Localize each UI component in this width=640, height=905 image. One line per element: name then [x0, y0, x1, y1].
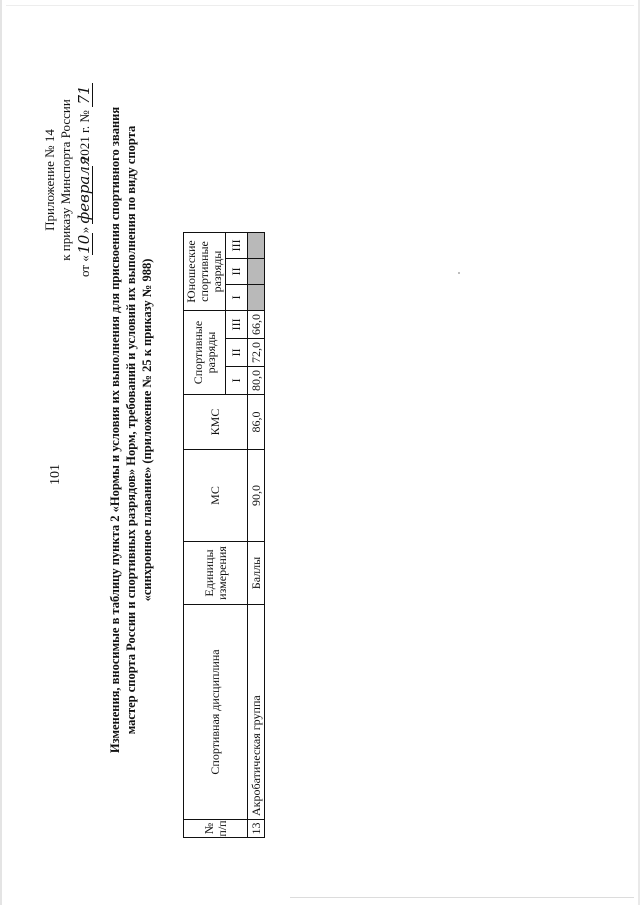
row-youth-rank-2: [248, 259, 265, 285]
row-youth-rank-3: [248, 233, 265, 259]
document-title-line1: Изменения, вносимые в таблицу пункта 2 «Нормы и условия их выполнения для присвоения спортивного звания: [108, 106, 122, 754]
header-youth-ranks: Юношеские спортивные разряды: [184, 233, 226, 311]
appendix-number: Приложение № 14: [42, 129, 57, 231]
header-rank-3: III: [226, 311, 248, 339]
row-units: Баллы: [248, 542, 265, 605]
header-rank-2: II: [226, 339, 248, 367]
handwritten-month: февраля: [75, 156, 93, 224]
header-rank-1: I: [226, 367, 248, 395]
page-number: 101: [48, 464, 63, 485]
header-youth-rank-2: II: [226, 259, 248, 285]
table-header-row-1: [184, 233, 226, 838]
row-rank-3: 66,0: [248, 311, 265, 339]
norms-table: [183, 232, 265, 838]
appendix-order-ref: к приказу Минспорта России: [58, 99, 73, 261]
appendix-date-line: [76, 80, 93, 280]
header-units: Единицы измерения: [184, 542, 248, 605]
header-ms: МС: [184, 450, 248, 542]
row-youth-rank-1: [248, 285, 265, 311]
header-sport-ranks: Спортивные разряды: [184, 311, 226, 395]
row-ms: 90,0: [248, 450, 265, 542]
header-num: № п/п: [184, 820, 248, 838]
row-discipline: Акробатическая группа: [248, 605, 265, 820]
row-num: 13: [248, 820, 265, 838]
date-year: 2021 г. №: [77, 110, 92, 163]
row-kms: 86,0: [248, 395, 265, 450]
header-youth-rank-3: III: [226, 233, 248, 259]
header-kms: КМС: [184, 395, 248, 450]
date-prefix: от «: [77, 255, 92, 278]
scan-speck: [458, 272, 460, 274]
scan-top-line: [6, 5, 634, 6]
handwritten-order-number: 71: [76, 83, 93, 107]
scan-edge-left: [0, 0, 2, 905]
document-title-line3: «синхронное плавание» (приложение № 25 к приказу № 988): [140, 258, 154, 602]
table-row: [248, 233, 265, 838]
handwritten-day: 10: [75, 234, 93, 254]
row-rank-1: 80,0: [248, 367, 265, 395]
scan-bottom-line: [290, 897, 634, 898]
rotated-document-page: [40, 20, 600, 880]
document-title-line2: мастер спорта России и спортивных разрядов» Норм, требований и условий их выполнения по виду спорта: [124, 125, 138, 735]
date-close-quote: »: [77, 226, 92, 234]
header-youth-rank-1: I: [226, 285, 248, 311]
row-rank-2: 72,0: [248, 339, 265, 367]
header-discipline: Спортивная дисциплина: [184, 605, 248, 820]
